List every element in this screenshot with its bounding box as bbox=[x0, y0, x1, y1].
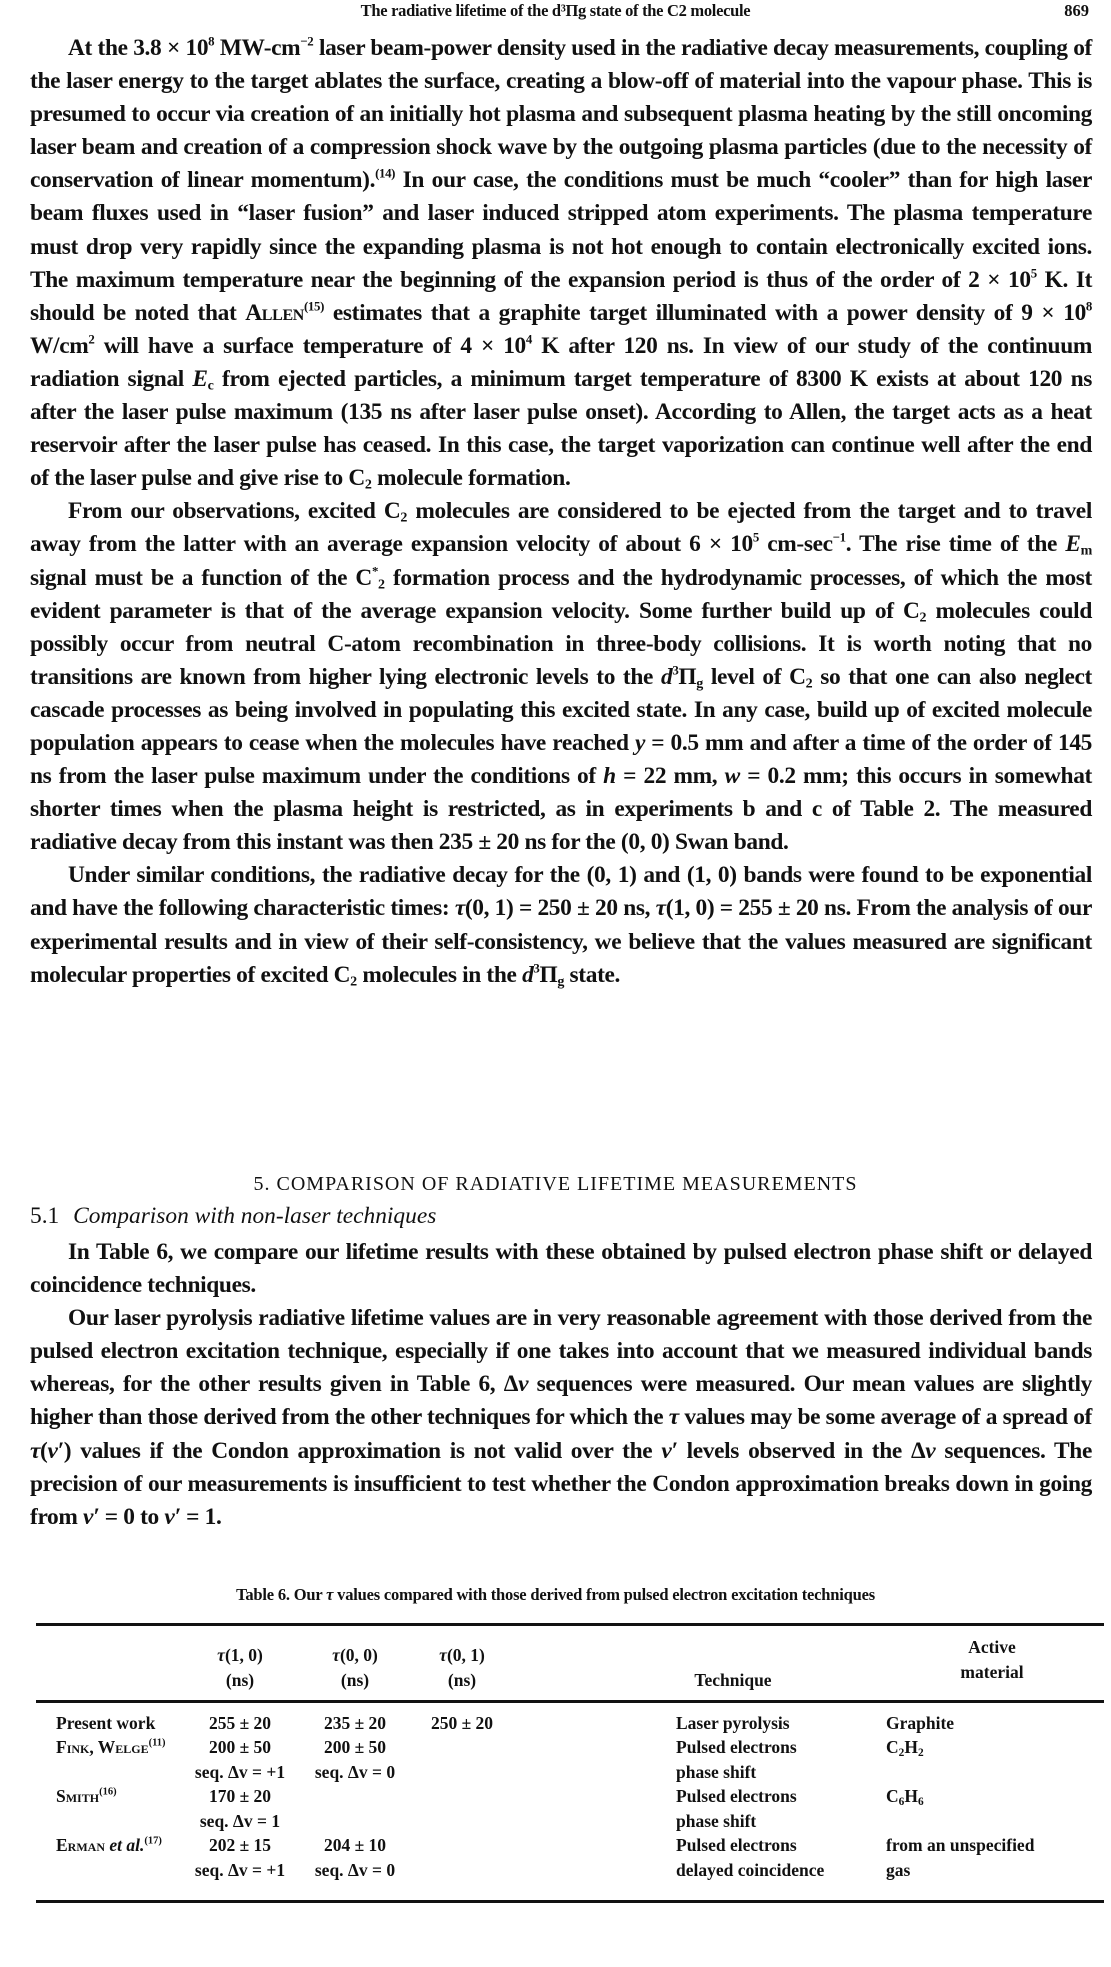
cell-material bbox=[886, 1835, 1034, 1855]
text-run: formation process and the hydrodynamic processes, of which the most evident parameter is that of the average expansion velocity. Some further build up of C bbox=[30, 564, 1092, 624]
text-sup: −2 bbox=[300, 34, 314, 49]
text-it: τ bbox=[326, 1585, 334, 1604]
text-sub: m bbox=[1080, 542, 1093, 559]
text-run: = 0.5 mm and after a time of the order of 145 ns from the laser pulse maximum under the conditions of bbox=[30, 729, 1093, 790]
text-sub: 2 bbox=[378, 576, 385, 592]
cell-tau00: seq. Δv = 0 bbox=[314, 1859, 396, 1880]
column-header-tau10 bbox=[217, 1645, 263, 1665]
text-run: MW-cm bbox=[214, 35, 301, 61]
text-sub: 2 bbox=[350, 973, 357, 990]
text-sup: (11) bbox=[148, 1737, 166, 1749]
text-sup: (14) bbox=[375, 166, 396, 181]
row-source bbox=[56, 1835, 162, 1855]
text-sub: g bbox=[557, 973, 565, 990]
cell-tau10: seq. Δv = +1 bbox=[194, 1859, 286, 1880]
text-sup: 3 bbox=[672, 663, 679, 678]
text-run: Π bbox=[565, 1, 579, 20]
running-head bbox=[0, 0, 1111, 24]
text-it: τ bbox=[30, 1437, 41, 1464]
subsection-number: 5.1 bbox=[30, 1203, 60, 1229]
cell-tau10: seq. Δv = 1 bbox=[199, 1810, 281, 1831]
subsection-title: Comparison with non-laser techniques bbox=[73, 1203, 437, 1229]
cell-tau00: 235 ± 20 bbox=[323, 1713, 387, 1733]
text-run: cm-sec bbox=[758, 531, 833, 558]
text-run: ( bbox=[40, 1437, 48, 1464]
cell-tau10: 255 ± 20 bbox=[208, 1713, 272, 1733]
text-run: molecule bbox=[686, 1, 751, 20]
cell-technique: delayed coincidence bbox=[676, 1859, 825, 1880]
cell-technique: Pulsed electrons bbox=[676, 1835, 797, 1855]
text-sup: 8 bbox=[1085, 299, 1093, 314]
text-run: At the 3.8 × 10 bbox=[68, 35, 209, 61]
text-run: Graphite bbox=[886, 1713, 955, 1733]
text-run: gas bbox=[886, 1859, 911, 1880]
text-sub: 6 bbox=[917, 1795, 924, 1808]
column-header-unit: (ns) bbox=[225, 1670, 255, 1690]
row-source bbox=[56, 1713, 155, 1733]
running-title bbox=[0, 1, 1111, 21]
text-run: (1, 0) bbox=[224, 1645, 263, 1665]
row-source bbox=[56, 1737, 166, 1757]
text-sc: Smith bbox=[56, 1786, 100, 1806]
text-run: Π bbox=[678, 663, 697, 690]
section-heading: 5. COMPARISON OF RADIATIVE LIFETIME MEASUREMENTS bbox=[253, 1173, 858, 1195]
text-run: C bbox=[886, 1737, 899, 1757]
text-run: estimates that a graphite target illuminated with a power density of 9 × 10 bbox=[324, 299, 1086, 326]
table-caption bbox=[0, 1585, 1111, 1605]
text-sup: −1 bbox=[832, 530, 846, 545]
text-run: (0, 1) = 250 ± 20 ns, bbox=[464, 895, 656, 922]
row-source bbox=[56, 1786, 117, 1806]
paragraph-table-intro bbox=[30, 1236, 1092, 1302]
text-sub: g bbox=[696, 675, 703, 692]
cell-technique: Pulsed electrons bbox=[676, 1786, 797, 1806]
cell-tau10: 200 ± 50 bbox=[208, 1737, 272, 1757]
text-run: The radiative lifetime of the bbox=[360, 1, 552, 20]
text-sub: 2 bbox=[919, 609, 927, 626]
text-sub: c bbox=[207, 377, 214, 394]
text-sc: Fink, Welge bbox=[56, 1737, 149, 1757]
text-run: K after 120 ns. In view of our study of the continuum radiation signal bbox=[30, 332, 1092, 392]
text-run: signal must be a function of the C bbox=[30, 564, 372, 591]
text-sup: 5 bbox=[752, 530, 759, 545]
tau-symbol: τ bbox=[439, 1645, 447, 1665]
body-text-section-5 bbox=[30, 1236, 1092, 1534]
text-sc: Allen bbox=[245, 299, 304, 326]
text-sup: 8 bbox=[208, 34, 215, 49]
cell-tau00: seq. Δv = 0 bbox=[314, 1761, 396, 1782]
text-run: from an unspecified bbox=[886, 1835, 1035, 1855]
text-run: From our observations, excited C bbox=[68, 498, 401, 525]
text-run: (1, 0) = 255 ± 20 ns. From the analysis of our experimental results and in view of their self-consistency, we believe that the values measured are significant molecular properties of excited C bbox=[30, 895, 1092, 988]
column-header-active: Active bbox=[968, 1637, 1016, 1657]
text-run: molecules are considered to be ejected from the target and to travel away from the latter with an average expansion velocity of about 6 × 10 bbox=[30, 498, 1092, 558]
text-run: = 0.2 mm; this occurs in somewhat shorter times when the plasma height is restricted, as in experiments b and c of Table 2. The measured radiative decay from this instant was then 235 ± 20 ns for the (0, 0) Swan band. bbox=[30, 763, 1092, 856]
column-header-unit: (ns) bbox=[447, 1670, 477, 1690]
text-run: laser beam-power density used in the radiative decay measurements, coupling of the laser energy to the target ablates the surface, creating a blow-off of material into the vapour phase. This is presumed to occur via creation of an initially hot plasma and subsequent plasma heating by the still oncoming laser beam and creation of a compression shock wave by the outgoing plasma particles (due to the necessity of conservation of linear momentum). bbox=[30, 35, 1092, 194]
text-run: molecules in the bbox=[356, 961, 523, 988]
text-run: Table 6. Our bbox=[236, 1585, 327, 1604]
text-it: v′ bbox=[164, 1503, 181, 1530]
cell-tau10: 202 ± 15 bbox=[208, 1835, 272, 1855]
text-run: levels observed in the Δ bbox=[677, 1437, 926, 1464]
text-run: K. It should be noted that bbox=[30, 266, 1093, 326]
text-run: H bbox=[904, 1786, 918, 1806]
text-run: Under similar conditions, the radiative decay for the (0, 1) and (1, 0) bands were found to be exponential and have the following characteristic times: bbox=[30, 862, 1092, 922]
cell-technique: phase shift bbox=[676, 1761, 757, 1782]
text-run: molecules could possibly occur from neutral C-atom recombination in three-body collisions. It is worth noting that no transitions are known from higher lying electronic levels to the bbox=[30, 597, 1092, 690]
cell-tau10: 170 ± 20 bbox=[208, 1786, 272, 1806]
text-sup: (15) bbox=[303, 299, 325, 314]
text-it: τ bbox=[655, 895, 666, 922]
text-it: d bbox=[551, 1, 561, 20]
cell-tau01: 250 ± 20 bbox=[430, 1713, 494, 1733]
text-sup: * bbox=[371, 563, 379, 578]
text-run: (0, 0) bbox=[339, 1645, 378, 1665]
text-it: τ bbox=[668, 1404, 679, 1431]
text-sub: g bbox=[578, 1, 586, 20]
text-run: Π bbox=[539, 961, 558, 988]
text-run: = 22 mm, bbox=[615, 763, 725, 790]
body-text-section-4 bbox=[30, 32, 1092, 992]
text-run: molecule formation. bbox=[371, 465, 571, 492]
text-run: = 0 to bbox=[99, 1503, 165, 1530]
paragraph-plasma-ablation bbox=[30, 32, 1092, 495]
cell-material bbox=[886, 1860, 910, 1880]
text-it: τ bbox=[454, 895, 465, 922]
cell-material bbox=[886, 1786, 924, 1806]
text-run: Present work bbox=[56, 1713, 156, 1733]
column-header-unit: (ns) bbox=[340, 1670, 370, 1690]
text-it: v′ bbox=[661, 1437, 678, 1464]
text-run: so that one can also neglect cascade processes as being involved in populating this excited state. In any case, build up of excited molecule population appears to cease when the molecules have reached bbox=[30, 663, 1092, 756]
text-it: y bbox=[634, 729, 645, 756]
text-run: = 1. bbox=[180, 1503, 222, 1530]
text-run: ) values if the Condon approximation is not valid over the bbox=[63, 1437, 662, 1464]
paragraph-band-decay bbox=[30, 859, 1092, 991]
text-run: values compared with those derived from pulsed electron excitation techniques bbox=[333, 1585, 875, 1604]
cell-technique: Laser pyrolysis bbox=[676, 1713, 790, 1733]
text-it: h bbox=[603, 763, 616, 790]
text-run: level of C bbox=[702, 663, 806, 690]
cell-technique: phase shift bbox=[676, 1810, 757, 1831]
column-header-tau00 bbox=[332, 1645, 378, 1665]
text-run: state. bbox=[564, 961, 621, 988]
cell-tau00: 204 ± 10 bbox=[323, 1835, 387, 1855]
text-sub: 2 bbox=[400, 509, 408, 526]
text-run: sequences. The precision of our measurements is insufficient to test whether the Condon approximation breaks down in going from bbox=[30, 1437, 1092, 1530]
text-sup: 3 bbox=[533, 960, 540, 975]
text-sub: 2 bbox=[898, 1746, 905, 1759]
text-run: from ejected particles, a minimum target temperature of 8300 K exists at about 120 ns after the laser pulse maximum (135 ns after laser pulse onset). According to Allen, the target acts as a heat reservoir after the laser pulse has ceased. In this case, the target vaporization can continue well after the end of the laser pulse and give rise to C bbox=[30, 365, 1092, 492]
text-it: et al. bbox=[109, 1835, 145, 1855]
text-run: values may be some average of a spread of bbox=[678, 1404, 1092, 1431]
text-sub: 2 bbox=[364, 476, 372, 493]
text-it: v′ bbox=[83, 1503, 100, 1530]
text-sup: 2 bbox=[88, 332, 95, 347]
text-run: W/cm bbox=[30, 332, 89, 359]
subsection-heading bbox=[30, 1203, 436, 1230]
text-run: In our case, the conditions must be much “cooler” than for high laser beam fluxes used in “laser fusion” and laser induced stripped atom experiments. The plasma temperature must drop very rapidly since the expanding plasma is not hot enough to contain electronically excited ions. The maximum temperature near the beginning of the expansion period is thus of the order of 2 × 10 bbox=[30, 167, 1092, 293]
text-it: E bbox=[192, 365, 208, 392]
table-header-rule bbox=[36, 1700, 1104, 1703]
cell-material bbox=[886, 1713, 954, 1733]
page-number: 869 bbox=[1064, 1, 1089, 20]
cell-material bbox=[886, 1737, 924, 1757]
text-run: . The rise time of the bbox=[845, 531, 1066, 558]
text-run: Our laser pyrolysis radiative lifetime values are in very reasonable agreement with those derived from the pulsed electron excitation technique, especially if one takes into account that we measured individual bands whereas, for the other results given in Table 6, Δ bbox=[30, 1305, 1092, 1398]
text-sub: 6 bbox=[898, 1795, 905, 1808]
tau-symbol: τ bbox=[332, 1645, 340, 1665]
text-run: state of the C bbox=[585, 1, 679, 20]
text-sc: Erman bbox=[56, 1835, 105, 1855]
text-run: ³ bbox=[560, 1, 566, 20]
text-it: w bbox=[724, 763, 740, 790]
text-it: v bbox=[518, 1371, 529, 1398]
column-header-tau01 bbox=[439, 1645, 485, 1665]
column-header-material: material bbox=[960, 1662, 1024, 1682]
text-sup: (16) bbox=[99, 1786, 117, 1798]
paragraph-agreement bbox=[30, 1302, 1092, 1534]
text-sup: 5 bbox=[1030, 266, 1037, 281]
table-top-rule bbox=[36, 1623, 1104, 1626]
column-header-technique: Technique bbox=[694, 1670, 772, 1690]
text-it: d bbox=[522, 961, 534, 988]
text-it: v′ bbox=[47, 1437, 64, 1464]
cell-tau00: 200 ± 50 bbox=[323, 1737, 387, 1757]
text-it: v bbox=[925, 1437, 936, 1464]
text-sub: 2 bbox=[678, 1, 687, 20]
text-it: E bbox=[1065, 531, 1081, 558]
text-sub: 2 bbox=[917, 1746, 924, 1759]
text-sup: (17) bbox=[144, 1835, 162, 1847]
text-it: d bbox=[660, 663, 673, 690]
cell-tau10: seq. Δv = +1 bbox=[194, 1761, 286, 1782]
text-run: (0, 1) bbox=[446, 1645, 485, 1665]
table-bottom-rule bbox=[36, 1900, 1104, 1903]
paragraph-c2-ejection bbox=[30, 495, 1092, 859]
text-sub: 2 bbox=[805, 675, 813, 692]
text-run: will have a surface temperature of 4 × 10 bbox=[94, 332, 526, 359]
tau-symbol: τ bbox=[217, 1645, 225, 1665]
text-run: C bbox=[886, 1786, 899, 1806]
cell-technique: Pulsed electrons bbox=[676, 1737, 797, 1757]
text-run: In Table 6, we compare our lifetime results with these obtained by pulsed electron phase shift or delayed coincidence techniques. bbox=[30, 1239, 1092, 1299]
text-sup: 4 bbox=[525, 332, 532, 347]
text-run: sequences were measured. Our mean values are slightly higher than those derived from the other techniques for which the bbox=[30, 1371, 1092, 1431]
text-run: H bbox=[904, 1737, 918, 1757]
